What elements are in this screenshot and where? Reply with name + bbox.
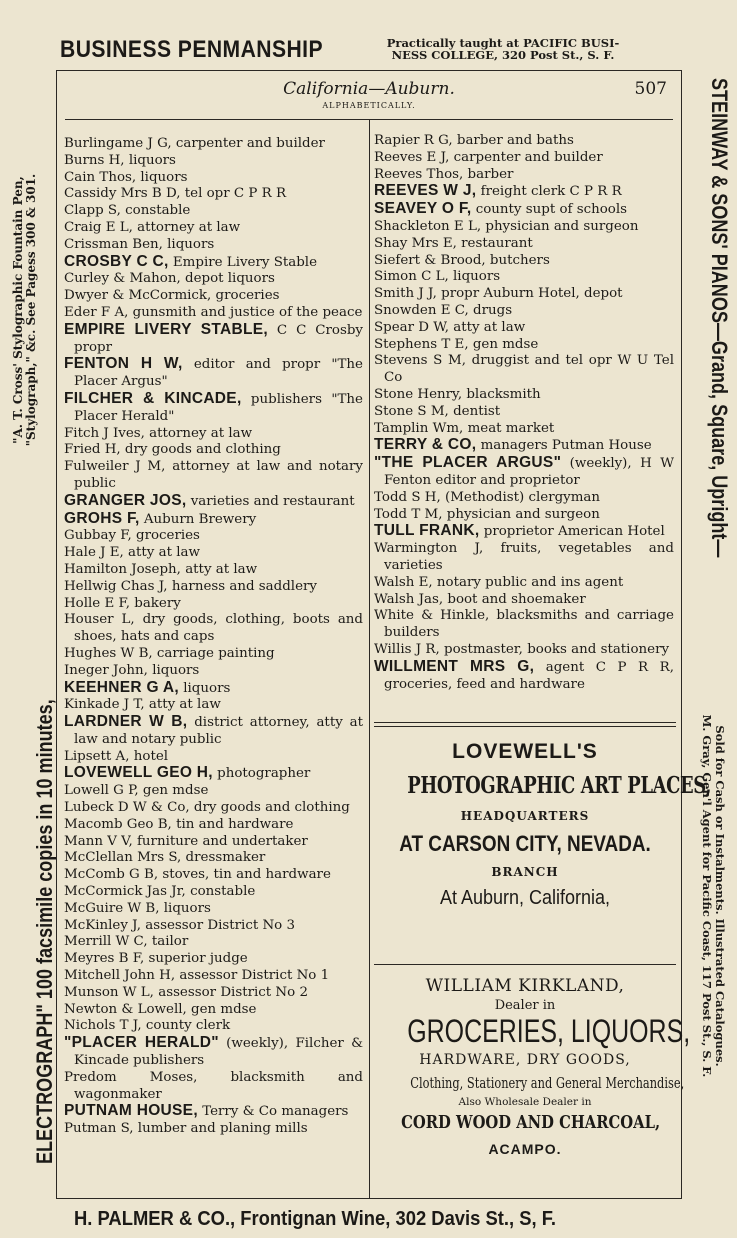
entry-description: attorney at law [144, 425, 253, 441]
entry-name: TULL FRANK, [374, 522, 480, 540]
directory-entry [64, 288, 363, 305]
entry-description: atty at law [448, 319, 526, 335]
directory-entry [374, 201, 674, 219]
right-banner-sub [700, 656, 726, 1136]
entry-name: Houser L, [64, 612, 135, 628]
entry-description: propr Auburn Hotel, depot [436, 286, 623, 302]
right-banner-sub-line2: M. Gray, Gen'l Agent for Pacific Coast, 117 Post St., S. F. [700, 714, 714, 1078]
entry-description: stoves, tin and hardware [158, 867, 331, 883]
directory-entry [64, 968, 363, 985]
directory-entry [64, 153, 363, 170]
entry-name: Predom Moses, [64, 1069, 198, 1085]
entry-description: (Methodist) clergyman [440, 489, 601, 505]
directory-entry [64, 1035, 363, 1070]
entry-name: Walsh E, [374, 574, 433, 590]
entry-name: Burlingame J G, [64, 136, 172, 151]
lovewell-advertisement [374, 740, 712, 910]
lovewell-title: LOVEWELL'S [452, 740, 598, 763]
entry-description: dry goods, clothing, boots and shoes, hats and caps [74, 612, 363, 645]
entry-description: county supt of schools [471, 202, 628, 218]
entry-name: Mitchell John H, [64, 968, 176, 984]
directory-entry [374, 421, 674, 438]
entry-description: fruits, vegetables and varieties [384, 541, 674, 573]
entry-name: Dwyer & McCormick, [64, 288, 212, 304]
directory-entry [374, 575, 674, 592]
directory-entry [64, 951, 363, 968]
entry-name: Stevens S M, [374, 353, 466, 369]
entry-name: FILCHER & KINCADE, [64, 389, 242, 407]
directory-entry [64, 356, 363, 391]
entry-name: Smith J J, [374, 286, 437, 302]
directory-entry [374, 541, 674, 575]
entry-description: Empire Livery Stable [168, 254, 318, 270]
directory-entry [64, 1103, 363, 1121]
directory-entry [64, 203, 363, 220]
directory-entry [374, 133, 674, 150]
directory-entry [64, 817, 363, 834]
entry-name: Todd S H, [374, 489, 441, 505]
left-banner-sub-line2: "Stylograph," &c. See Pagess 300 & 301. [24, 173, 38, 447]
entry-description: freight clerk C P R R [476, 184, 622, 200]
directory-entry [64, 934, 363, 951]
directory-entry [64, 442, 363, 459]
entry-name: EMPIRE LIVERY STABLE, [64, 320, 268, 338]
directory-entry [64, 493, 363, 511]
kirkland-advertisement [374, 976, 691, 1157]
left-banner-main: ELECTROGRAPH" 100 facsimile copies in 10 minutes, [32, 699, 57, 1164]
kirkland-groceries: GROCERIES, LIQUORS, [407, 1013, 691, 1049]
ad-divider-middle [374, 964, 676, 965]
entry-description: gen mdse [186, 1001, 257, 1017]
directory-entry [374, 236, 674, 253]
directory-entry [64, 237, 363, 254]
entry-description: blacksmith [462, 386, 541, 402]
top-banner-main: BUSINESS PENMANSHIP [60, 36, 324, 63]
left-side-advertisement [4, 74, 60, 1164]
entry-name: Kinkade J T, [64, 697, 145, 713]
right-side-advertisement [676, 78, 734, 1158]
entry-description: hotel [129, 748, 169, 764]
entry-name: McCormick Jas Jr, [64, 884, 186, 900]
entry-name: Craig E L, [64, 219, 133, 235]
lovewell-auburn: At Auburn, California, [439, 887, 611, 909]
entry-description: gunsmith and justice of the peace [128, 304, 363, 320]
entry-description: carriage painting [152, 645, 275, 661]
directory-entry [64, 186, 363, 203]
entry-description: liquors [136, 169, 188, 185]
lovewell-subtitle: PHOTOGRAPHIC ART PLACES, [407, 772, 712, 799]
entry-name: Willis J R, [374, 641, 440, 657]
kirkland-wholesale: Also Wholesale Dealer in [458, 1096, 592, 1108]
entry-name: Walsh Jas, [374, 591, 444, 607]
column-divider [369, 120, 370, 1198]
entry-description: constable [120, 203, 191, 219]
lovewell-carson-city: AT CARSON CITY, NEVADA. [399, 831, 651, 856]
entry-description: liquors [159, 900, 211, 916]
directory-entry [374, 387, 674, 404]
left-directory-column [64, 136, 363, 1138]
directory-entry [374, 150, 674, 167]
directory-entry [64, 783, 363, 800]
entry-name: Ineger John, [64, 662, 148, 678]
entry-description: barber [463, 166, 514, 182]
directory-entry [374, 455, 674, 490]
kirkland-cordwood: CORD WOOD AND CHARCOAL, [401, 1112, 661, 1133]
page-header [57, 79, 681, 113]
entry-description: bakery [129, 595, 181, 611]
directory-entry [64, 459, 363, 493]
directory-entry [64, 579, 363, 596]
directory-entry [374, 659, 674, 694]
entry-name: Fitch J Ives, [64, 425, 145, 441]
top-advertisement-banner [60, 34, 672, 68]
entry-name: GROHS F, [64, 509, 140, 527]
entry-description: assessor District No 1 [175, 968, 330, 984]
entry-name: Stephens T E, [374, 336, 469, 352]
entry-name: McClellan Mrs S, [64, 850, 182, 866]
entry-name: Crissman Ben, [64, 236, 163, 252]
kirkland-acampo: ACAMPO. [488, 1141, 562, 1157]
lovewell-headquarters: HEADQUARTERS [460, 809, 590, 823]
entry-name: Meyres B F, [64, 951, 145, 967]
directory-entry [64, 528, 363, 545]
directory-entry [374, 167, 674, 184]
directory-entry [64, 850, 363, 867]
directory-entry [374, 523, 674, 541]
entry-description: carpenter and builder [171, 136, 325, 151]
lovewell-branch: BRANCH [491, 865, 559, 879]
entry-name: "THE PLACER ARGUS" [374, 454, 562, 472]
directory-entry [64, 426, 363, 443]
entry-description: dentist [448, 403, 501, 419]
directory-entry [374, 592, 674, 609]
entry-name: Lipsett A, [64, 748, 130, 764]
kirkland-dealer-in: Dealer in [494, 998, 556, 1013]
entry-name: WILLMENT MRS G, [374, 657, 535, 675]
entry-name: Macomb Geo B, [64, 816, 172, 832]
entry-name: FENTON H W, [64, 355, 183, 373]
entry-name: SEAVEY O F, [374, 200, 472, 218]
directory-entry [64, 884, 363, 901]
entry-name: GRANGER JOS, [64, 491, 187, 509]
entry-description: attorney at law [132, 219, 241, 235]
entry-description: tin and hardware [171, 816, 294, 832]
entry-description: furniture and undertaker [132, 833, 308, 849]
entry-description: publishers "The Placer Herald" [74, 391, 363, 424]
entry-name: Hughes W B, [64, 645, 153, 661]
entry-name: Cassidy Mrs B D, [64, 186, 181, 202]
entry-name: Warmington J, [374, 541, 484, 557]
directory-entry [64, 1018, 363, 1035]
right-directory-column [374, 133, 674, 693]
entry-description: liquors [124, 152, 176, 168]
entry-description: notary public and ins agent [432, 574, 624, 590]
entry-description: dressmaker [181, 850, 266, 866]
entry-name: Eder F A, [64, 304, 129, 320]
entry-name: Shay Mrs E, [374, 235, 457, 251]
entry-description: assessor District No 2 [153, 984, 308, 1000]
entry-description: editor and propr "The Placer Argus" [74, 357, 363, 390]
entry-description: barber and baths [452, 133, 574, 148]
entry-description: physician and surgeon [442, 506, 600, 522]
directory-entry [64, 305, 363, 322]
entry-name: Lubeck D W & Co, [64, 800, 190, 816]
entry-description: tailor [147, 934, 189, 950]
entry-description: boot and shoemaker [443, 591, 586, 607]
entry-description: Auburn Brewery [139, 511, 257, 527]
entry-name: Mann V V, [64, 833, 133, 849]
directory-entry [64, 322, 363, 357]
page-title: California—Auburn. [283, 79, 455, 99]
entry-description: (weekly), Filcher & Kincade publishers [74, 1036, 363, 1069]
entry-name: Stone S M, [374, 403, 449, 419]
entry-description: blacksmith and wagonmaker [74, 1069, 363, 1102]
directory-entry [374, 286, 674, 303]
entry-name: Todd T M, [374, 506, 443, 522]
entry-description: postmaster, books and stationery [439, 641, 670, 657]
directory-entry [64, 511, 363, 529]
entry-description: harness and saddlery [167, 578, 317, 594]
entry-description: C C Crosby propr [74, 322, 363, 355]
entry-description: (weekly), H W Fenton editor and proprietor [384, 456, 674, 488]
entry-name: Simon C L, [374, 269, 449, 285]
entry-description: liquors [147, 662, 200, 678]
entry-name: Hale J E, [64, 545, 124, 561]
entry-description: groceries [211, 288, 280, 304]
entry-name: Clapp S, [64, 203, 121, 219]
left-banner-sub-line1: "A. T. Cross' Stylographic Fountain Pen, [11, 176, 25, 444]
ad-divider-top-2 [374, 726, 676, 727]
directory-entry [374, 437, 674, 455]
entry-name: Spear D W, [374, 319, 449, 335]
entry-description: blacksmiths and carriage builders [384, 608, 674, 641]
directory-entry [374, 490, 674, 507]
directory-entry [374, 219, 674, 236]
directory-entry [374, 404, 674, 421]
entry-description: groceries [131, 528, 200, 544]
entry-description: constable [185, 884, 256, 900]
directory-entry [64, 136, 363, 153]
entry-description: Terry & Co managers [197, 1104, 349, 1120]
entry-name: Newton & Lowell, [64, 1001, 187, 1017]
page-number: 507 [634, 79, 667, 99]
entry-name: Burns H, [64, 152, 125, 168]
entry-description: dry goods and clothing [120, 442, 281, 458]
entry-name: PUTNAM HOUSE, [64, 1102, 198, 1120]
bottom-advertisement-banner: H. PALMER & CO., Frontignan Wine, 302 Davis St., S, F. [74, 1208, 557, 1230]
entry-name: TERRY & CO, [374, 436, 477, 454]
entry-description: atty at law [180, 561, 258, 577]
entry-name: Reeves Thos, [374, 166, 464, 182]
entry-name: Nichols T J, [64, 1018, 142, 1034]
directory-entry [64, 562, 363, 579]
directory-entry [374, 353, 674, 387]
directory-entry [64, 220, 363, 237]
entry-description: liquors [448, 269, 501, 285]
entry-description: district attorney, atty at law and notary public [74, 715, 363, 747]
entry-description: drugs [468, 302, 513, 318]
directory-entry [64, 1121, 363, 1138]
entry-name: Munson W L, [64, 984, 154, 1000]
right-banner-sub-line1: Sold for Cash or Instalments. Illustrated Catalogues. [713, 725, 727, 1067]
entry-name: Siefert & Brood, [374, 252, 486, 268]
directory-entry [64, 596, 363, 613]
entry-name: Hamilton Joseph, [64, 561, 181, 577]
entry-description: liquors [178, 680, 231, 696]
directory-entry [64, 1070, 363, 1104]
directory-entry [64, 834, 363, 851]
kirkland-name: WILLIAM KIRKLAND, [425, 976, 625, 996]
entry-description: butchers [485, 252, 550, 268]
entry-name: REEVES W J, [374, 182, 477, 200]
entry-name: Stone Henry, [374, 386, 463, 402]
entry-name: LOVEWELL GEO H, [64, 764, 213, 782]
entry-description: assessor District No 3 [141, 917, 296, 933]
directory-entry [64, 901, 363, 918]
directory-entry [64, 800, 363, 817]
entry-name: Fulweiler J M, [64, 459, 166, 475]
directory-entry [64, 749, 363, 766]
directory-entry [374, 337, 674, 354]
entry-name: Lowell G P, [64, 783, 139, 799]
entry-name: Merrill W C, [64, 934, 148, 950]
entry-name: CROSBY C C, [64, 252, 169, 270]
directory-entry [64, 391, 363, 426]
entry-description: carpenter and builder [449, 149, 603, 165]
directory-entry [374, 608, 674, 642]
entry-description: photographer [212, 766, 311, 782]
entry-name: Gubbay F, [64, 528, 132, 544]
entry-name: "PLACER HERALD" [64, 1034, 219, 1052]
entry-name: Hellwig Chas J, [64, 578, 168, 594]
directory-entry [374, 320, 674, 337]
entry-name: Tamplin Wm, [374, 420, 464, 436]
entry-name: Cain Thos, [64, 169, 137, 185]
left-banner-sub [12, 70, 38, 550]
directory-entry [64, 1002, 363, 1019]
entry-name: KEEHNER G A, [64, 678, 179, 696]
directory-entry [374, 642, 674, 659]
directory-entry [374, 507, 674, 524]
directory-entry [374, 253, 674, 270]
kirkland-hardware: HARDWARE, DRY GOODS, [419, 1052, 631, 1068]
entry-name: Shackleton E L, [374, 218, 482, 234]
entry-description: managers Putman House [476, 438, 652, 454]
directory-entry [64, 545, 363, 562]
entry-name: McComb G B, [64, 867, 159, 883]
entry-description: atty at law [123, 545, 200, 561]
directory-entry [64, 985, 363, 1002]
top-banner-sub [333, 37, 673, 61]
entry-name: LARDNER W B, [64, 713, 188, 731]
right-banner-main: STEINWAY & SONS' PIANOS—Grand, Square, Upright— [707, 78, 732, 558]
directory-entry [64, 867, 363, 884]
directory-entry [64, 697, 363, 714]
entry-description: druggist and tel opr W U Tel Co [384, 353, 674, 386]
entry-description: superior judge [144, 951, 248, 967]
entry-description: agent C P R R, groceries, feed and hardware [384, 659, 674, 692]
directory-entry [64, 271, 363, 288]
page-subtitle: ALPHABETICALLY. [322, 101, 416, 110]
directory-entry [374, 303, 674, 320]
entry-description: physician and surgeon [481, 218, 639, 234]
directory-entry [64, 170, 363, 187]
entry-description: gen mdse [468, 336, 539, 352]
directory-entry [64, 714, 363, 749]
entry-name: Snowden E C, [374, 302, 469, 318]
entry-description: county clerk [141, 1018, 231, 1034]
directory-entry [64, 254, 363, 272]
entry-name: Holle E F, [64, 595, 130, 611]
kirkland-clothing: Clothing, Stationery and General Merchandise, [410, 1074, 685, 1092]
directory-entry [64, 612, 363, 646]
directory-entry [64, 765, 363, 783]
entry-name: Fried H, [64, 442, 121, 458]
entry-description: tel opr C P R R [180, 186, 287, 202]
top-banner-sub-line1: Practically taught at PACIFIC BUSI- [386, 36, 620, 50]
entry-description: lumber and planing mills [133, 1121, 308, 1137]
entry-description: varieties and restaurant [186, 493, 355, 509]
entry-description: meat market [463, 420, 555, 436]
entry-description: atty at law [144, 697, 221, 713]
entry-name: White & Hinkle, [374, 608, 490, 624]
top-banner-sub-line2: NESS COLLEGE, 320 Post St., S. F. [391, 48, 615, 62]
entry-name: McGuire W B, [64, 900, 160, 916]
directory-entry [64, 663, 363, 680]
ad-divider-top [374, 722, 676, 723]
directory-entry [64, 680, 363, 698]
entry-description: attorney at law and notary public [74, 459, 363, 491]
entry-description: depot liquors [180, 271, 275, 287]
directory-entry [64, 918, 363, 935]
entry-name: Curley & Mahon, [64, 271, 181, 287]
entry-name: Putman S, [64, 1121, 134, 1137]
entry-description: proprietor American Hotel [479, 524, 665, 540]
directory-entry [374, 183, 674, 201]
entry-description: liquors [162, 236, 215, 252]
entry-description: gen mdse [138, 783, 209, 799]
entry-description: restaurant [456, 235, 533, 251]
entry-description: dry goods and clothing [189, 800, 350, 816]
directory-entry [64, 646, 363, 663]
entry-name: Rapier R G, [374, 133, 453, 148]
directory-entry [374, 269, 674, 286]
entry-name: Reeves E J, [374, 149, 450, 165]
entry-name: McKinley J, [64, 917, 141, 933]
